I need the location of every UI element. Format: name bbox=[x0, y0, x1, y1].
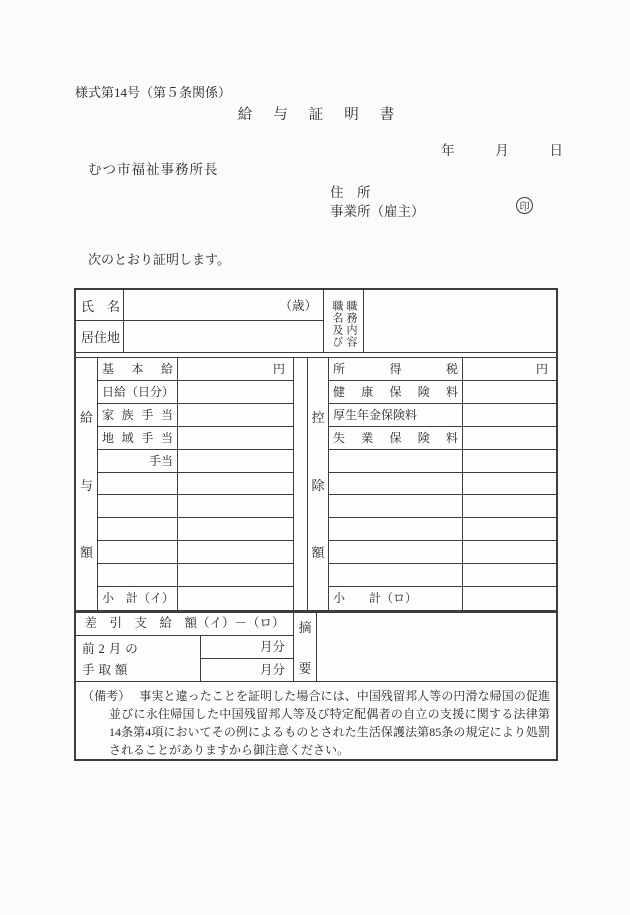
earnings-extra-amount-cell[interactable] bbox=[178, 473, 293, 496]
allowance-amount-cell[interactable] bbox=[178, 450, 293, 473]
deductions-extra-label-cell[interactable] bbox=[329, 495, 463, 518]
date-line bbox=[441, 139, 563, 159]
month-label: 月 bbox=[495, 143, 509, 158]
previous-two-months-label-line2: 手取額 bbox=[82, 662, 132, 677]
health-insurance-label: 健康保険料 bbox=[329, 381, 463, 404]
document-title: 給与証明書 bbox=[237, 107, 416, 123]
salary-section bbox=[76, 357, 556, 613]
deductions-subtotal-label: 小 計（ロ） bbox=[329, 587, 463, 610]
deductions-extra-amount-cell[interactable] bbox=[463, 541, 556, 564]
deductions-extra-amount-cell[interactable] bbox=[463, 564, 556, 587]
yen-label: 円 bbox=[272, 362, 285, 376]
basic-pay-label: 基本給 bbox=[98, 358, 178, 381]
remarks-paragraph bbox=[76, 682, 556, 759]
daily-wage-label: 日給（日分） bbox=[98, 381, 178, 404]
deductions-grid bbox=[329, 358, 556, 610]
previous-two-months-label bbox=[76, 636, 201, 682]
allowance-label: 手当 bbox=[98, 450, 178, 473]
earnings-extra-label-cell[interactable] bbox=[98, 564, 178, 587]
residence-input-cell[interactable] bbox=[124, 321, 324, 352]
earnings-extra-label-cell[interactable] bbox=[98, 518, 178, 541]
year-label: 年 bbox=[441, 143, 455, 158]
remarks-label: （備考） bbox=[82, 689, 131, 703]
residence-label: 居住地 bbox=[76, 321, 124, 352]
deductions-extra-label-cell[interactable] bbox=[329, 450, 463, 473]
month-suffix: 月分 bbox=[259, 639, 285, 654]
earnings-extra-amount-cell[interactable] bbox=[178, 564, 293, 587]
unemployment-insurance-amount-cell[interactable] bbox=[463, 427, 556, 450]
regional-allowance-label: 地域手当 bbox=[98, 427, 178, 450]
seal-character: 印 bbox=[519, 202, 530, 213]
deductions-extra-amount-cell[interactable] bbox=[463, 518, 556, 541]
month-suffix: 月分 bbox=[259, 662, 285, 677]
summary-section bbox=[76, 613, 556, 682]
month-amount-cell-1[interactable] bbox=[201, 636, 293, 659]
employer-seal-icon bbox=[516, 197, 533, 214]
certificate-table bbox=[74, 288, 558, 761]
age-suffix: （歳） bbox=[279, 299, 317, 314]
remarks-section bbox=[76, 682, 556, 759]
net-pay-grid bbox=[76, 613, 294, 681]
deductions-extra-amount-cell[interactable] bbox=[463, 473, 556, 496]
day-label: 日 bbox=[549, 143, 563, 158]
deductions-extra-label-cell[interactable] bbox=[329, 473, 463, 496]
certify-intro: 次のとおり証明します。 bbox=[88, 252, 230, 267]
income-tax-label: 所得税 bbox=[329, 358, 463, 381]
deductions-group-label: 控 除 額 bbox=[308, 358, 329, 610]
job-title-duty-label bbox=[324, 290, 364, 352]
earnings-extra-label-cell[interactable] bbox=[98, 495, 178, 518]
earnings-grid bbox=[98, 358, 294, 610]
deductions-extra-label-cell[interactable] bbox=[329, 541, 463, 564]
earnings-group-label: 給 与 額 bbox=[76, 358, 98, 610]
employer-label: 事業所（雇主） bbox=[330, 204, 425, 219]
earnings-extra-label-cell[interactable] bbox=[98, 473, 178, 496]
notes-content-cell[interactable] bbox=[317, 613, 556, 681]
form-number: 様式第14号（第５条関係） bbox=[75, 85, 232, 100]
identity-section bbox=[76, 290, 556, 353]
deductions-extra-label-cell[interactable] bbox=[329, 518, 463, 541]
deductions-extra-amount-cell[interactable] bbox=[463, 495, 556, 518]
earnings-extra-amount-cell[interactable] bbox=[178, 541, 293, 564]
basic-pay-amount-cell[interactable] bbox=[178, 358, 293, 381]
unemployment-insurance-label: 失業保険料 bbox=[329, 427, 463, 450]
deductions-subtotal-amount-cell[interactable] bbox=[463, 587, 556, 610]
deductions-extra-amount-cell[interactable] bbox=[463, 450, 556, 473]
earnings-extra-amount-cell[interactable] bbox=[178, 518, 293, 541]
job-duty-vertical-label: 職務内容 bbox=[345, 299, 357, 348]
pension-insurance-amount-cell[interactable] bbox=[463, 404, 556, 427]
name-input-cell[interactable] bbox=[124, 290, 324, 321]
month-amount-cell-2[interactable] bbox=[201, 659, 293, 682]
earnings-extra-label-cell[interactable] bbox=[98, 541, 178, 564]
daily-wage-amount-cell[interactable] bbox=[178, 381, 293, 404]
previous-two-months-label-line1: 前2月の bbox=[82, 641, 142, 656]
yen-label: 円 bbox=[535, 362, 548, 376]
earnings-subtotal-label: 小 計（イ） bbox=[98, 587, 178, 610]
regional-allowance-amount-cell[interactable] bbox=[178, 427, 293, 450]
health-insurance-amount-cell[interactable] bbox=[463, 381, 556, 404]
earnings-extra-amount-cell[interactable] bbox=[178, 495, 293, 518]
remarks-text: 事実と違ったことを証明した場合には、中国残留邦人等の円滑な帰国の促進並びに永住帰国した中国残留邦人等及び特定配偶者の自立の支援に関する法律第14条第4項においてその例によるものとされた生活保護法第85条の規定により処罰されることがありますから御注意ください。 bbox=[109, 689, 550, 757]
income-tax-amount-cell[interactable] bbox=[463, 358, 556, 381]
earnings-subtotal-amount-cell[interactable] bbox=[178, 587, 293, 610]
job-content-cell[interactable] bbox=[364, 290, 556, 352]
pension-insurance-label: 厚生年金保険料 bbox=[329, 404, 463, 427]
net-pay-label: 差 引 支 給 額（イ）－（ロ） bbox=[76, 613, 293, 636]
address-label: 住 所 bbox=[330, 185, 371, 200]
deductions-extra-label-cell[interactable] bbox=[329, 564, 463, 587]
job-title-vertical-label: 職名及び bbox=[331, 299, 343, 348]
addressee: むつ市福祉事務所長 bbox=[88, 162, 219, 177]
family-allowance-label: 家族手当 bbox=[98, 404, 178, 427]
family-allowance-amount-cell[interactable] bbox=[178, 404, 293, 427]
notes-group-label: 摘 要 bbox=[294, 613, 317, 681]
half-divider bbox=[294, 358, 308, 610]
name-label: 氏 名 bbox=[76, 290, 124, 321]
